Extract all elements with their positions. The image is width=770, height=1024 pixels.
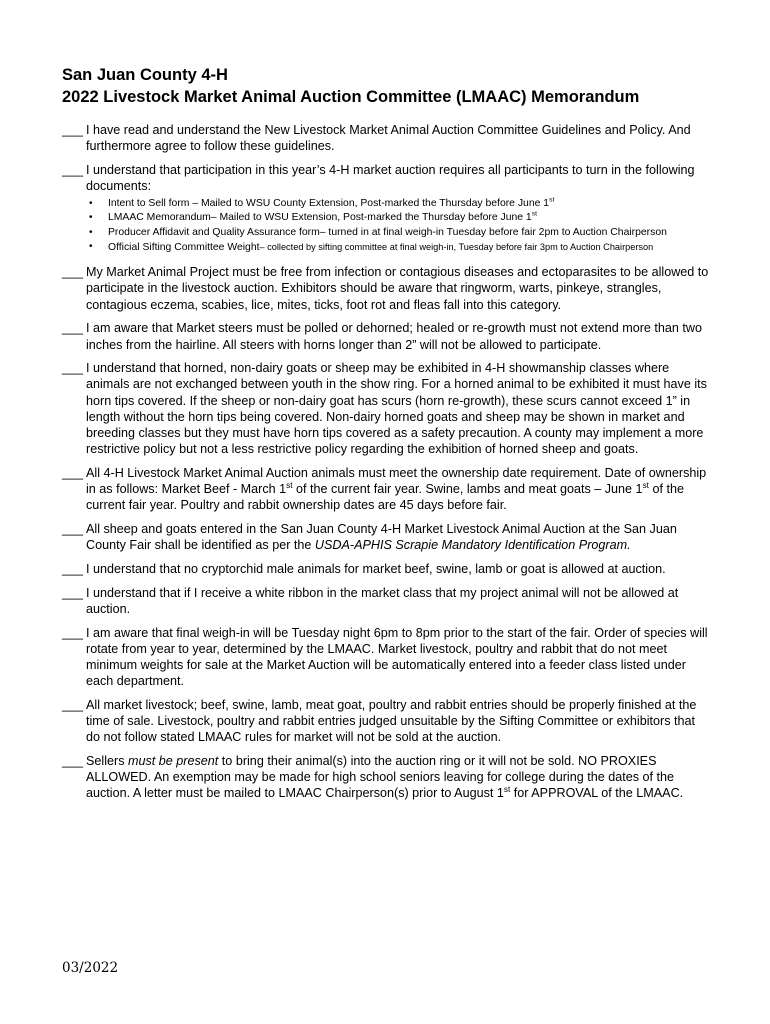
signature-blank[interactable]: ___: [62, 465, 84, 480]
agreement-item-scrapie-id: ___ All sheep and goats entered in the San Juan County 4-H Market Livestock Animal Auction at the San Juan County Fair shall be identified as per the USDA-APHIS Scrapie Mandatory Identification Program.: [62, 522, 677, 553]
agreement-item-sellers-present: ___ Sellers must be present to bring their animal(s) into the auction ring or it will not be sold. NO PROXIES ALLOWED. An exemption may be made for high school seniors leaving for college during the dates of the auction. A letter must be mailed to LMAAC Chairperson(s) prior to August 1st for APPROVAL of the LMAAC.: [62, 753, 684, 801]
signature-blank[interactable]: ___: [62, 753, 84, 768]
agreement-item-white-ribbon: ___ I understand that if I receive a white ribbon in the market class that my project animal will not be allowed at auction.: [62, 585, 679, 616]
signature-blank[interactable]: ___: [62, 585, 84, 600]
title-memorandum: 2022 Livestock Market Animal Auction Committee (LMAAC) Memorandum: [62, 88, 640, 106]
signature-blank[interactable]: ___: [62, 321, 84, 336]
title-block: [62, 64, 639, 108]
agreement-item-horned-goats-sheep: ___ I understand that horned, non-dairy goats or sheep may be exhibited in 4-H showmanship classes where animals are not exchanged between youth in the show ring. For a horned animal to be exhibited it must have its horn tips covered. If the sheep or non-dairy goat has scurs (horn re-growth), these scurs cannot exceed 1” in length without the horn tips being covered. Non-dairy horned goats and sheep may be shown in market and breeding classes but they must have horn tips covered as a safety precaution. A county may implement a more restrictive policy but not a less restrictive policy regarding the exhibition of horned sheep and goats.: [62, 361, 707, 457]
agreement-item-guidelines: ___ I have read and understand the New Livestock Market Animal Auction Committee Guidelines and Policy. And furthermore agree to follow these guidelines.: [62, 123, 691, 154]
document-intent-to-sell: • Intent to Sell form – Mailed to WSU County Extension, Post-marked the Thursday before June 1st: [89, 196, 555, 210]
signature-blank[interactable]: ___: [62, 123, 84, 137]
signature-blank[interactable]: ___: [62, 625, 84, 640]
signature-blank[interactable]: ___: [62, 697, 84, 712]
bullet-icon: •: [89, 226, 93, 238]
signature-blank[interactable]: ___: [62, 162, 84, 177]
agreement-item-disease-free: ___ My Market Animal Project must be free from infection or contagious diseases and ectoparasites to be allowed to participate in the livestock auction. Exhibitors should be aware that ringworm, warts, pinkeye, strangles, contagious eczema, scabies, lice, mites, ticks, foot rot and fleas fall into this category.: [62, 265, 709, 312]
agreement-item-properly-finished: ___ All market livestock; beef, swine, lamb, meat goat, poultry and rabbit entries should be properly finished at the time of sale. Livestock, poultry and rabbit entries judged unsuitable by the Sifting Committee or exhibitors that do not follow stated LMAAC rules for market will not be sold at the auction.: [62, 697, 697, 745]
agreement-item-steers-dehorned: ___ I am aware that Market steers must be polled or dehorned; healed or re-growth must not extend more than two inches from the hairline. All steers with horns longer than 2” will not be allowed to participate.: [62, 321, 703, 352]
signature-blank[interactable]: ___: [62, 561, 84, 576]
bullet-icon: •: [89, 198, 93, 210]
signature-blank[interactable]: ___: [62, 361, 84, 376]
signature-blank[interactable]: ___: [62, 265, 84, 280]
document-lmaac-memorandum: • LMAAC Memorandum– Mailed to WSU Extension, Post-marked the Thursday before June 1st: [89, 210, 537, 224]
document-producer-affidavit: • Producer Affidavit and Quality Assurance form– turned in at final weigh-in Tuesday before fair 2pm to Auction Chairperson: [89, 226, 667, 238]
title-county: San Juan County 4-H: [62, 66, 228, 84]
document-sifting-weight: • Official Sifting Committee Weight– collected by sifting committee at final weigh-in, Tuesday before fair 3pm to Auction Chairperson: [89, 240, 654, 253]
footer-date: 03/2022: [62, 960, 119, 976]
bullet-icon: •: [89, 212, 93, 224]
required-documents-list: [86, 198, 712, 254]
bullet-icon: •: [89, 240, 93, 252]
agreement-item-documents: ___ I understand that participation in this year’s 4-H market auction requires all participants to turn in the following documents:: [62, 162, 695, 194]
agreement-item-cryptorchid: ___ I understand that no cryptorchid male animals for market beef, swine, lamb or goat is allowed at auction.: [62, 561, 666, 576]
signature-blank[interactable]: ___: [62, 522, 84, 537]
agreement-list: [62, 122, 712, 809]
agreement-item-ownership-date: ___ All 4-H Livestock Market Animal Auction animals must meet the ownership date requirement. Date of ownership in as follows: Market Beef - March 1st of the current fair year. Swine, lambs and meat goats – June 1st of the current fair year. Poultry and rabbit ownership dates are 45 days before fair.: [62, 465, 707, 513]
agreement-item-weigh-in: ___ I am aware that final weigh-in will be Tuesday night 6pm to 8pm prior to the start of the fair. Order of species will rotate from year to year, determined by the LMAAC. Market livestock, poultry and rabbit that do not meet minimum weights for sale at the Market Auction will be automatically entered into a feeder class listed under each department.: [62, 625, 708, 689]
